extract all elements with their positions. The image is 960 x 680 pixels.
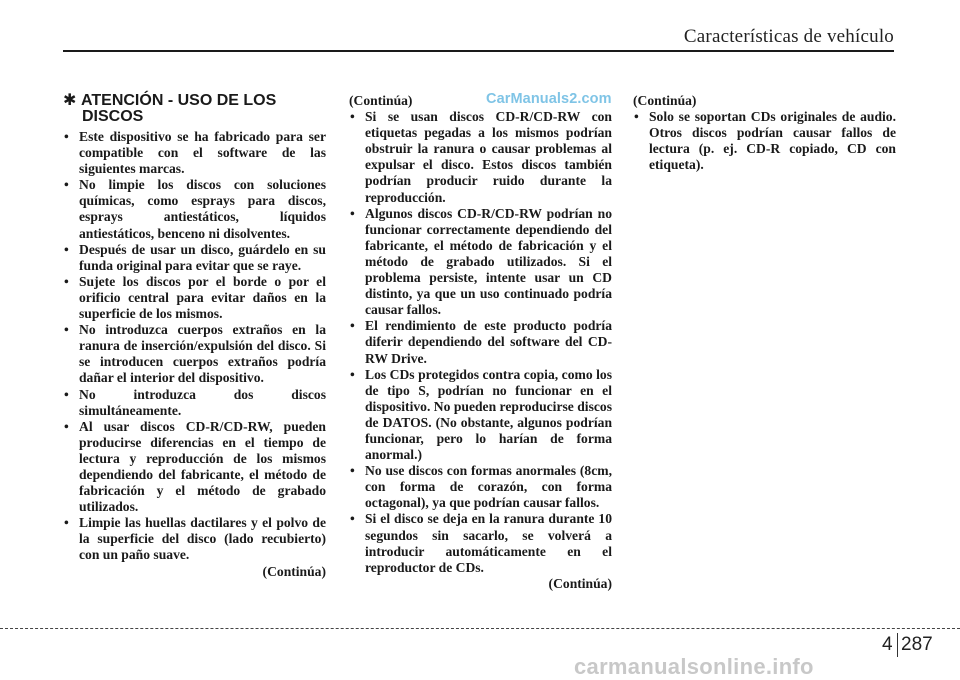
page-number: 287 [901, 634, 933, 655]
caution-list [349, 109, 612, 576]
caution-list [633, 109, 896, 173]
list-item: • No introduzca dos discos simultáneamente. [63, 387, 326, 419]
continued-label: (Continúa) [349, 93, 413, 108]
watermark-link[interactable]: CarManuals2.com [486, 91, 612, 107]
chapter-number: 4 [882, 634, 893, 655]
header-rule [63, 50, 894, 52]
attention-heading-line2: DISCOS [82, 108, 144, 125]
list-item: • No use discos con formas anormales (8cm, con forma de corazón, con forma octagonal), ya que podrían causar fallos. [349, 463, 612, 511]
continue-label: (Continúa) [548, 575, 612, 591]
list-item: • El rendimiento de este producto podría diferir dependiendo del software del CD-RW Drive. [349, 318, 612, 366]
asterisk-icon: ✱ [63, 92, 77, 109]
page-number-divider [897, 633, 898, 657]
list-item: • No limpie los discos con soluciones químicas, como esprays para discos, esprays antiestáticos, líquidos antiestáticos, benceno ni disolventes. [63, 177, 326, 241]
column-1 [63, 93, 326, 580]
column-3 [633, 93, 896, 173]
footer-rule [0, 628, 960, 629]
list-item: • Si se usan discos CD-R/CD-RW con etiquetas pegadas a los mismos podrían obstruir la ranura o causar problemas al expulsar el disco. Estos discos también podrían producir ruido durante la reproducción. [349, 109, 612, 206]
list-item: • Al usar discos CD-R/CD-RW, pueden producirse diferencias en el tiempo de lectura y reproducción de los mismos dependiendo del fabricante, el método de fabricación y el método de grabado utilizados. [63, 419, 326, 516]
list-item: • Los CDs protegidos contra copia, como los de tipo S, podrían no funcionar en el dispositivo. No pueden reproducirse discos de DATOS. (No obstante, algunos podrían funcionar, pero lo harían de forma anormal.) [349, 367, 612, 464]
column-2 [349, 93, 612, 592]
list-item: • No introduzca cuerpos extraños en la ranura de inserción/expulsión del disco. Si se introducen cuerpos extraños podría dañar el interior del dispositivo. [63, 322, 326, 386]
list-item: • Si el disco se deja en la ranura durante 10 segundos sin sacarlo, se volverá a introducir automáticamente en el reproductor de CDs. [349, 511, 612, 575]
list-item: • Después de usar un disco, guárdelo en su funda original para evitar que se raye. [63, 242, 326, 274]
list-item: • Limpie las huellas dactilares y el polvo de la superficie del disco (lado recubierto) con un paño suave. [63, 515, 326, 563]
list-item: • Sujete los discos por el borde o por el orificio central para evitar daños en la superficie de los mismos. [63, 274, 326, 322]
attention-heading [63, 93, 326, 125]
continued-label: (Continúa) [633, 93, 697, 108]
caution-list [63, 129, 326, 564]
list-item: • Este dispositivo se ha fabricado para ser compatible con el software de las siguientes marcas. [63, 129, 326, 177]
list-item: • Solo se soportan CDs originales de audio. Otros discos podrían causar fallos de lectura (p. ej. CD-R copiado, CD con etiqueta). [633, 109, 896, 173]
list-item: • Algunos discos CD-R/CD-RW podrían no funcionar correctamente dependiendo del fabricante, el método de fabricación y el método de grabado utilizados. Si el problema persiste, intente usar un CD distinto, ya que un uso continuado podría causar fallos. [349, 206, 612, 319]
section-title: Características de vehículo [683, 26, 894, 47]
attention-heading-line1: ATENCIÓN - USO DE LOS [81, 92, 277, 109]
site-logo[interactable]: carmanualsonline.info [574, 654, 814, 679]
continue-label: (Continúa) [262, 563, 326, 579]
